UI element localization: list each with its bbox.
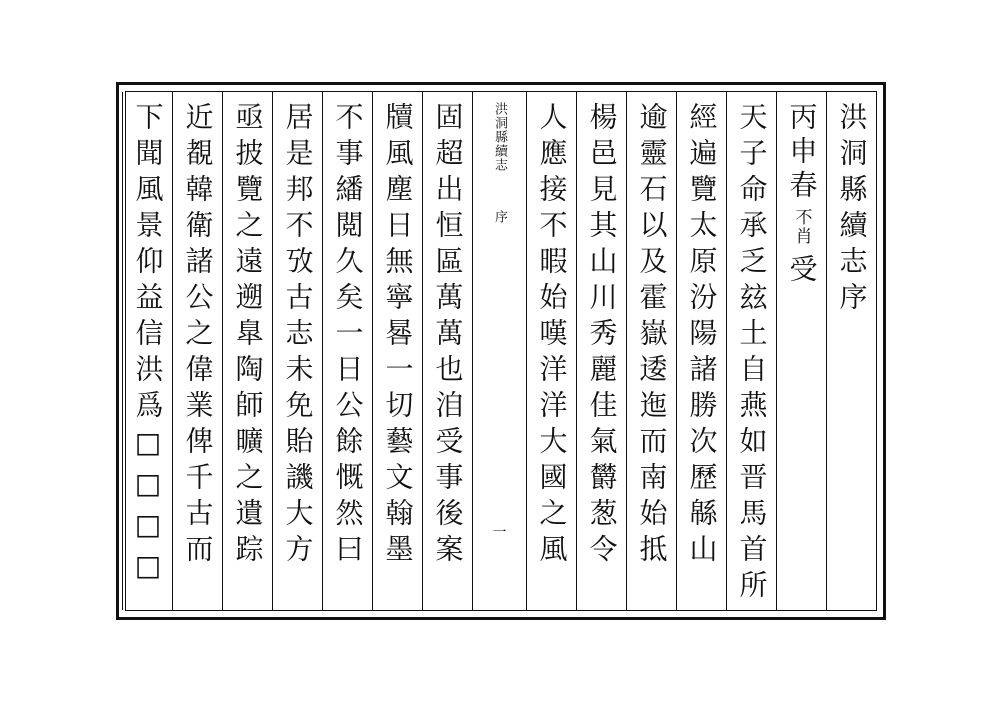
date-line [785, 102, 819, 288]
text-line: 近覩韓衛諸公之偉業俾千古而 [181, 102, 215, 570]
column-7 [526, 92, 576, 610]
title-text: 洪洞縣續志序 [835, 102, 869, 318]
text-line: 逾靈石以及霍嶽逶迤而南始抵 [635, 102, 669, 570]
text-line: 不事繙閲久矣一日公餘慨然曰 [331, 102, 365, 570]
column-date [776, 92, 826, 610]
column-13 [172, 92, 222, 610]
page-inner-border [125, 91, 877, 611]
column-12 [222, 92, 272, 610]
self-humble-term: 不肖 [791, 208, 812, 246]
fold-section-name: 序 [492, 210, 507, 223]
text-line: 牘風塵日無寧晷一切藝文翰墨 [381, 102, 415, 570]
column-8 [422, 92, 472, 610]
column-10 [322, 92, 372, 610]
date-text-after: 受 [785, 254, 819, 288]
fold-book-title: 洪洞縣續志 [492, 102, 507, 172]
text-line: 楊邑見其山川秀麗佳氣欝葱令 [585, 102, 619, 570]
fold-page-number: 一 [492, 525, 507, 541]
text-line: 天子命承乏玆土自燕如晋馬首所 [735, 102, 769, 606]
column-5 [626, 92, 676, 610]
fold-column [472, 92, 526, 610]
column-title [826, 92, 876, 610]
text-line: 固超出恒區萬萬也洎受事後案 [431, 102, 465, 570]
column-6 [576, 92, 626, 610]
text-line: 經遍覽太原汾陽諸勝次歷緜山 [685, 102, 719, 570]
text-line: 人應接不暇始嘆洋洋大國之風 [535, 102, 569, 570]
column-4 [676, 92, 726, 610]
column-14 [122, 92, 172, 610]
column-9 [372, 92, 422, 610]
column-11 [272, 92, 322, 610]
date-text: 丙申春 [785, 102, 819, 204]
text-line: 亟披覽之遠遡臯陶師曠之遺踪 [231, 102, 265, 570]
text-line: 下聞風景仰益信洪爲□□□□ [131, 102, 165, 590]
page-frame [116, 82, 886, 620]
text-line: 居是邦不攷古志未免貽譏大方 [281, 102, 315, 570]
column-3 [726, 92, 776, 610]
